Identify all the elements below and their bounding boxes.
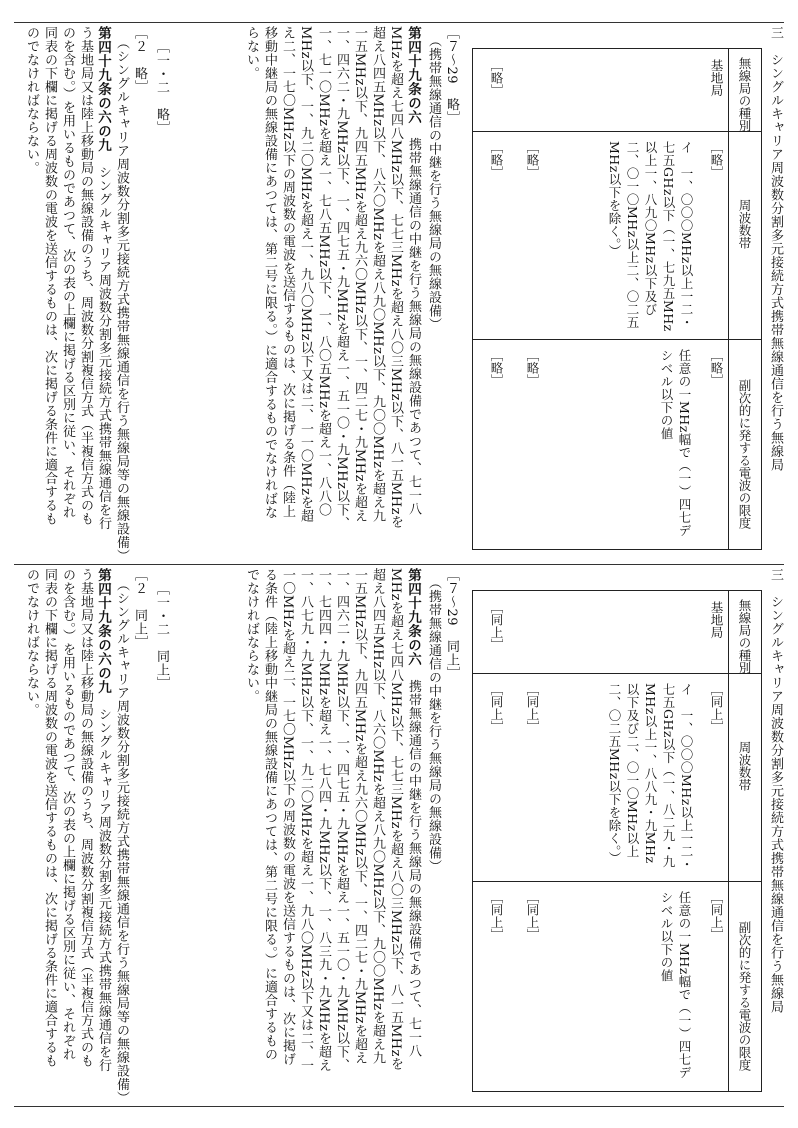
- row1-limit-main: 任意の一MHz幅で（一）四七デシベル以下の値: [659, 891, 692, 1079]
- article-heading: 第四十九条の六: [405, 26, 421, 124]
- row1-limit-prefix: ［同上］: [709, 891, 724, 941]
- row2-limit: ［同上］: [525, 891, 540, 941]
- article2-caption: （シングルキャリア周波数分割多元接続方式携帯無線通信を行う無線局等の無線設備）: [114, 578, 129, 1105]
- table: [472, 590, 762, 1092]
- header-limit: 副次的に発する電波の限度: [737, 921, 752, 1071]
- article-body: 携帯無線通信の中継を行う無線局の無線設備であつて、七一八MHzを超え七四八MHz以下、七七三MHzを超え八〇三MHz以下、八一五MHzを超え八四五MHz以下、八六〇MHzを超え八九〇MHz以下、九〇〇MHzを超え九一五MHz以下、九四五MHzを超え九六〇MHz以下、一、四二七・九MHzを超え一、四六二・九MHz以下、一、四七五・九MHzを超え一、五一〇・九MHz以下、一、七一〇MHzを超え一、七八五MHz以下、一、八〇五MHzを超え一、八八〇MHz以下、一、九二〇MHzを超え一、九八〇MHz以下又は二、一一〇MHzを超え二、一七〇MHz以下の周波数の電波を送信するものは、次に掲げる条件（陸上移動中継局の無線設備にあつては、第二号に限る。）に適合するものでなければならない。: [244, 26, 421, 530]
- panel-before: [14, 26, 784, 561]
- article2-body-wrap: [22, 568, 112, 1073]
- row3-freq: ［同上］: [489, 683, 504, 733]
- header-frequency: 周波数帯: [737, 741, 752, 791]
- row1-type: 基地局: [709, 59, 724, 97]
- row1-freq-prefix: ［同上］: [709, 683, 724, 733]
- row2-limit: ［略］: [525, 349, 540, 387]
- article2-heading: 第四十九条の六の九: [95, 26, 111, 152]
- row3-freq: ［略］: [489, 141, 504, 179]
- table: [472, 48, 762, 550]
- article2-heading: 第四十九条の六の九: [95, 568, 111, 694]
- row1-type: 基地局: [709, 601, 724, 639]
- article-body-wrap: [188, 26, 422, 531]
- ref-number: ［７～29 略］: [444, 26, 459, 125]
- item-paragraph-2: ［２ 同上］: [132, 568, 147, 649]
- item-paragraph-2: ［２ 略］: [132, 26, 147, 94]
- row2-freq: ［同上］: [525, 683, 540, 733]
- item-1-2: ［一・二 同上］: [154, 582, 169, 690]
- header-station-type: 無線局の種別: [737, 599, 752, 674]
- top-rule: [14, 22, 784, 23]
- article-body-wrap: [188, 568, 422, 1073]
- article2-body-wrap: [22, 26, 112, 531]
- row3-limit: ［略］: [489, 349, 504, 387]
- row3-limit: ［同上］: [489, 891, 504, 941]
- item-1-2: ［一・二 略］: [154, 40, 169, 135]
- header-frequency: 周波数帯: [737, 199, 752, 249]
- section-title: 三 シングルキャリア周波数分割多元接続方式携帯無線通信を行う無線局: [768, 568, 783, 1014]
- row3-type: ［略］: [489, 59, 504, 97]
- article-caption: （携帯無線通信の中継を行う無線局の無線設備）: [426, 576, 441, 873]
- article2-body: シングルキャリア周波数分割多元接続方式携帯無線通信を行う基地局又は陸上移動局の無線設備のうち、周波数分割複信方式（半複信方式のものを含む。）を用いるものであつて、次の表の上欄に掲げる区別に従い、それぞれ同表の下欄に掲げる周波数の電波を送信するものは、次に掲げる条件に適合するものでなければならない。: [24, 568, 111, 1072]
- header-limit: 副次的に発する電波の限度: [737, 379, 752, 529]
- row1-limit-main: 任意の一MHz幅で（一）四七デシベル以下の値: [659, 349, 692, 537]
- row1-freq-main: イ 一、〇〇〇MHz以上一二・七五GHz以下（一、八二九・九MHz以上一、八八九・九MHz以下及び二、〇一〇MHz以上二、〇二五MHz以下を除く。）: [607, 683, 694, 871]
- row1-freq-prefix: ［略］: [709, 141, 724, 179]
- article2-body: シングルキャリア周波数分割多元接続方式携帯無線通信を行う基地局又は陸上移動局の無線設備のうち、周波数分割複信方式（半複信方式のものを含む。）を用いるものであつて、次の表の上欄に掲げる区別に従い、それぞれ同表の下欄に掲げる周波数の電波を送信するものは、次に掲げる条件に適合するものでなければならない。: [24, 26, 111, 530]
- row2-freq: ［略］: [525, 141, 540, 179]
- row1-limit-prefix: ［略］: [709, 349, 724, 387]
- section-title: 三 シングルキャリア周波数分割多元接続方式携帯無線通信を行う無線局: [768, 26, 783, 472]
- header-station-type: 無線局の種別: [737, 57, 752, 132]
- row3-type: ［同上］: [489, 601, 504, 651]
- article-body: 携帯無線通信の中継を行う無線局の無線設備であつて、七一八MHzを超え七四八MHz以下、七七三MHzを超え八〇三MHz以下、八一五MHzを超え八四五MHz以下、八六〇MHzを超え八九〇MHz以下、九〇〇MHzを超え九一五MHz以下、九四五MHzを超え九六〇MHz以下、一、四二七・九MHzを超え一、四六二・九MHz以下、一、四七五・九MHzを超え一、五一〇・九MHz以下、一、七四四・九MHzを超え一、七八四・九MHz以下、一、八三九・九MHzを超え一、八七九・九MHz以下、一、九二〇MHzを超え一、九八〇MHz以下又は二、一一〇MHzを超え二、一七〇MHz以下の周波数の電波を送信するものは、次に掲げる条件（陸上移動中継局の無線設備にあつては、第二号に限る。）に適合するものでなければならない。: [244, 568, 421, 1072]
- article2-caption: （シングルキャリア周波数分割多元接続方式携帯無線通信を行う無線局等の無線設備）: [114, 36, 129, 563]
- ref-number: ［７～29 同上］: [444, 568, 459, 681]
- article-caption: （携帯無線通信の中継を行う無線局の無線設備）: [426, 34, 441, 331]
- article-heading: 第四十九条の六: [405, 568, 421, 666]
- panel-after: [14, 568, 784, 1103]
- row1-freq-main: イ 一、〇〇〇MHz以上一二・七五GHz以下（一、七九五MHz以上一、八九〇MHz以下及び二、〇一〇MHz以上二、〇二五MHz以下を除く。）: [607, 141, 694, 332]
